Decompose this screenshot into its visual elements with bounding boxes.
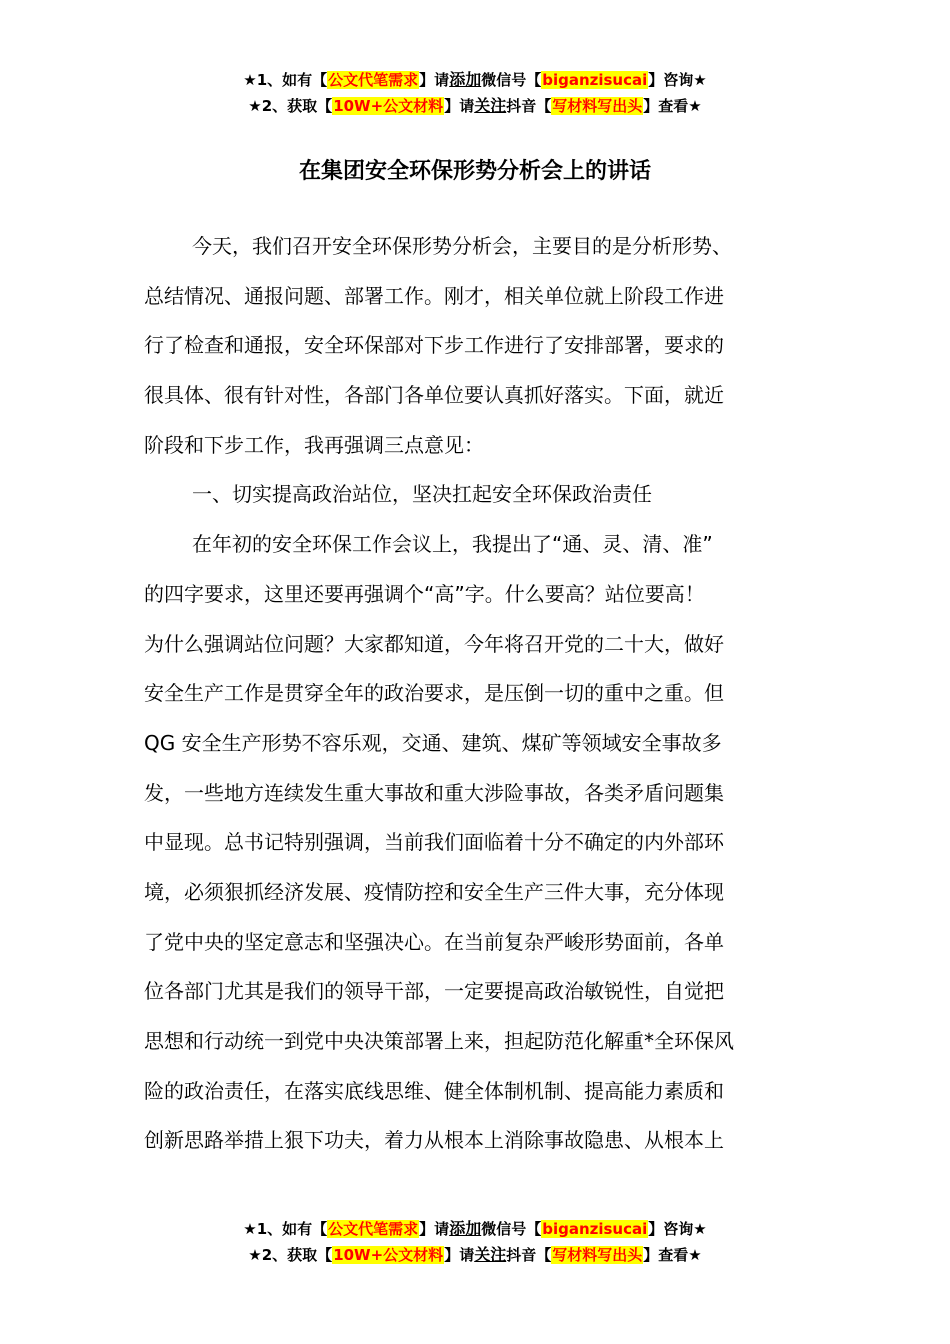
promo-text: 抖音【 [506, 97, 552, 115]
body-line: 今天，我们召开安全环保形势分析会，主要目的是分析形势、 [192, 234, 732, 258]
section-heading-text: 一、切实提高政治站位，坚决扛起安全环保政治责任 [192, 482, 652, 507]
promo-highlight: 公文代笔需求 [328, 1220, 419, 1238]
paragraph-intro [144, 222, 808, 470]
body-line: 阶段和下步工作，我再强调三点意见： [144, 432, 484, 457]
body-line: 位各部门尤其是我们的领导干部，一定要提高政治敏锐性，自觉把 [144, 979, 724, 1004]
section-heading-1 [144, 470, 808, 520]
promo-text: ★2、获取【 [248, 97, 333, 115]
body-line: 在年初的安全环保工作会议上，我提出了“通、灵、清、准” [192, 532, 713, 557]
promo-text: 微信号【 [481, 71, 542, 89]
promo-text: 微信号【 [481, 1220, 542, 1238]
body-line: 险的政治责任，在落实底线思维、健全体制机制、提高能力素质和 [144, 1078, 724, 1103]
promo-text: 】查看★ [643, 97, 702, 115]
promo-text: 抖音【 [506, 1246, 552, 1264]
promo-text: ★1、如有【 [243, 1220, 328, 1238]
document-body [144, 222, 808, 1166]
promo-emphasis: 关注 [474, 96, 507, 115]
document-title: 在集团安全环保形势分析会上的讲话 [298, 159, 651, 184]
promo-emphasis: 添加 [449, 70, 482, 89]
body-line: 发，一些地方连续发生重大事故和重大涉险事故，各类矛盾问题集 [144, 780, 724, 805]
paragraph-section-1 [144, 520, 808, 1166]
body-line: 创新思路举措上狠下功夫，着力从根本上消除事故隐患、从根本上 [144, 1128, 724, 1153]
body-line: 总结情况、通报问题、部署工作。刚才，相关单位就上阶段工作进 [144, 283, 724, 308]
promo-line-1 [0, 67, 950, 93]
promo-text: ★1、如有【 [243, 71, 328, 89]
promo-highlight: 10W+公文材料 [333, 97, 444, 115]
promo-text: 】请 [444, 1246, 475, 1264]
body-line: 为什么强调站位问题？大家都知道，今年将召开党的二十大，做好 [144, 631, 724, 656]
promo-text: 】咨询★ [648, 1220, 707, 1238]
promo-line-1 [0, 1216, 950, 1242]
promo-wechat-id: biganzisucai [542, 71, 648, 89]
promo-line-2 [0, 1242, 950, 1268]
body-line: 很具体、很有针对性，各部门各单位要认真抓好落实。下面，就近 [144, 383, 724, 408]
promo-text: 】请 [444, 97, 475, 115]
body-line: 行了检查和通报，安全环保部对下步工作进行了安排部署，要求的 [144, 333, 724, 358]
promo-highlight: 10W+公文材料 [333, 1246, 444, 1264]
promo-text: 】请 [419, 1220, 450, 1238]
body-line: 中显现。总书记特别强调，当前我们面临着十分不确定的内外部环 [144, 830, 724, 855]
body-line: 安全生产工作是贯穿全年的政治要求，是压倒一切的重中之重。但 [144, 681, 724, 706]
promo-text: 】查看★ [643, 1246, 702, 1264]
promo-douyin-id: 写材料写出头 [552, 1246, 643, 1264]
promo-header [0, 67, 950, 119]
promo-wechat-id: biganzisucai [542, 1220, 648, 1238]
promo-text: 】请 [419, 71, 450, 89]
body-line: QG 安全生产形势不容乐观，交通、建筑、煤矿等领域安全事故多 [144, 730, 722, 755]
promo-text: ★2、获取【 [248, 1246, 333, 1264]
body-line: 了党中央的坚定意志和坚强决心。在当前复杂严峻形势面前，各单 [144, 929, 724, 954]
promo-emphasis: 关注 [474, 1245, 507, 1264]
promo-line-2 [0, 93, 950, 119]
promo-text: 】咨询★ [648, 71, 707, 89]
body-line: 思想和行动统一到党中央决策部署上来，担起防范化解重*全环保风 [144, 1029, 734, 1053]
promo-highlight: 公文代笔需求 [328, 71, 419, 89]
promo-douyin-id: 写材料写出头 [552, 97, 643, 115]
body-line: 的四字要求，这里还要再强调个“高”字。什么要高？站位要高！ [144, 581, 705, 606]
promo-emphasis: 添加 [449, 1219, 482, 1238]
body-line: 境，必须狠抓经济发展、疫情防控和安全生产三件大事，充分体现 [144, 879, 724, 904]
promo-footer [0, 1216, 950, 1268]
